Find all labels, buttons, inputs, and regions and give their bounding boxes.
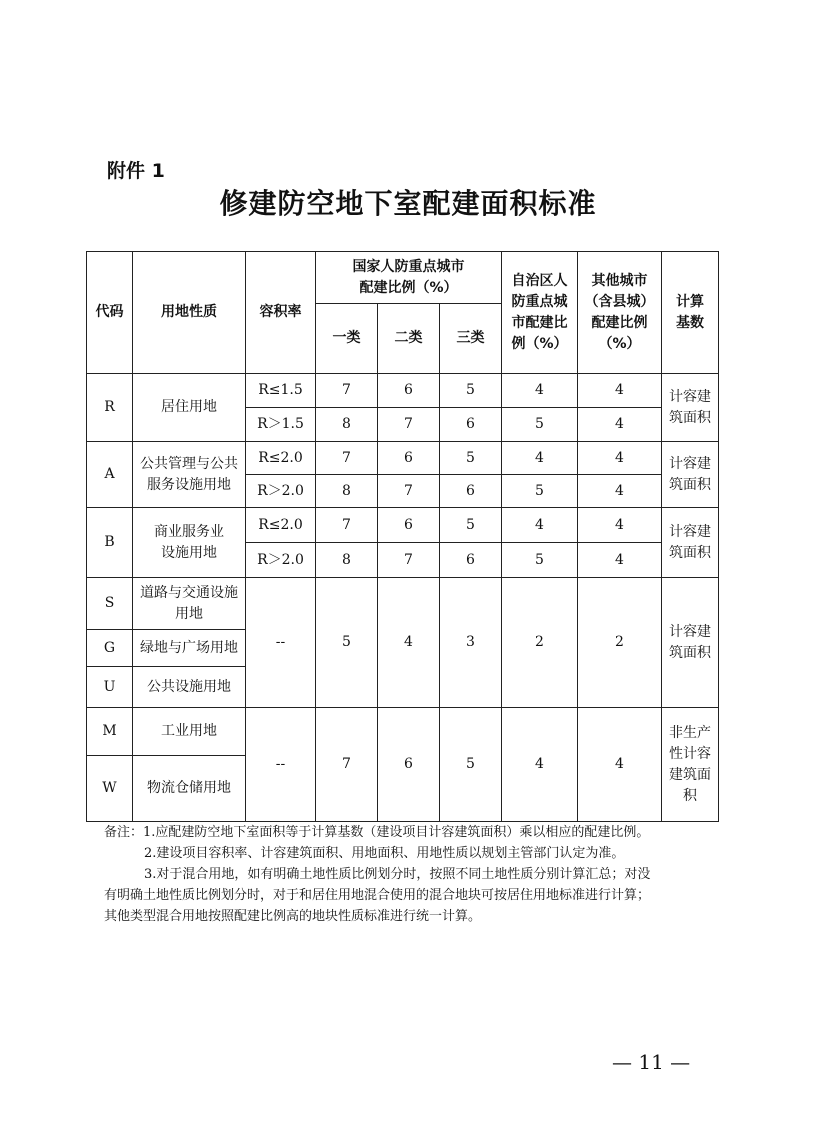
base-cell: 计容建筑面积 — [662, 508, 719, 578]
code-cell: B — [87, 508, 133, 578]
table-row — [87, 508, 719, 543]
value-cell: 4 — [578, 708, 662, 822]
value-cell: 8 — [316, 475, 378, 508]
note-3-line-2: 有明确土地性质比例划分时，对于和居住用地混合使用的混合地块可按居住用地标准进行计算； — [104, 888, 651, 903]
far-cell: R＞1.5 — [246, 408, 316, 442]
value-cell: 5 — [440, 374, 502, 408]
value-cell: 4 — [578, 374, 662, 408]
value-cell: 5 — [440, 708, 502, 822]
note-3-line-3: 其他类型混合用地按照配建比例高的地块性质标准进行统一计算。 — [104, 909, 482, 924]
notes — [104, 822, 714, 927]
value-cell: 4 — [578, 543, 662, 578]
value-cell: 6 — [378, 442, 440, 475]
value-cell: 6 — [440, 543, 502, 578]
value-cell: 6 — [440, 408, 502, 442]
note-3-line-1: 3.对于混合用地，如有明确土地性质比例划分时，按照不同土地性质分别计算汇总；对没 — [144, 867, 651, 882]
value-cell: 5 — [316, 578, 378, 708]
header-code: 代码 — [87, 252, 133, 374]
value-cell: 4 — [502, 508, 578, 543]
value-cell: 4 — [578, 508, 662, 543]
table-row — [87, 374, 719, 408]
value-cell: 5 — [440, 442, 502, 475]
value-cell: 5 — [440, 508, 502, 543]
land-cell: 物流仓储用地 — [133, 756, 246, 822]
far-cell: R≤1.5 — [246, 374, 316, 408]
value-cell: 6 — [378, 374, 440, 408]
far-cell: -- — [246, 578, 316, 708]
value-cell: 7 — [378, 475, 440, 508]
land-cell: 商业服务业设施用地 — [133, 508, 246, 578]
value-cell: 6 — [378, 508, 440, 543]
header-region: 自治区人防重点城市配建比例（%） — [502, 252, 578, 374]
value-cell: 7 — [316, 374, 378, 408]
value-cell: 6 — [440, 475, 502, 508]
base-cell: 非生产性计容建筑面积 — [662, 708, 719, 822]
value-cell: 5 — [502, 408, 578, 442]
note-2: 2.建设项目容积率、计容建筑面积、用地面积、用地性质以规划主管部门认定为准。 — [144, 846, 625, 861]
value-cell: 7 — [378, 408, 440, 442]
table-row — [87, 578, 719, 630]
value-cell: 4 — [578, 475, 662, 508]
header-base: 计算基数 — [662, 252, 719, 374]
value-cell: 4 — [578, 408, 662, 442]
value-cell: 7 — [316, 708, 378, 822]
land-cell: 公共管理与公共服务设施用地 — [133, 442, 246, 508]
base-cell: 计容建筑面积 — [662, 578, 719, 708]
code-cell: U — [87, 667, 133, 708]
land-cell: 道路与交通设施用地 — [133, 578, 246, 630]
base-cell: 计容建筑面积 — [662, 374, 719, 442]
header-class-1: 一类 — [316, 304, 378, 374]
value-cell: 4 — [502, 442, 578, 475]
header-class-2: 二类 — [378, 304, 440, 374]
value-cell: 2 — [502, 578, 578, 708]
far-cell: R＞2.0 — [246, 475, 316, 508]
land-cell: 绿地与广场用地 — [133, 630, 246, 667]
header-land: 用地性质 — [133, 252, 246, 374]
code-cell: R — [87, 374, 133, 442]
value-cell: 7 — [316, 508, 378, 543]
land-cell: 居住用地 — [133, 374, 246, 442]
value-cell: 4 — [378, 578, 440, 708]
far-cell: R≤2.0 — [246, 508, 316, 543]
land-cell: 公共设施用地 — [133, 667, 246, 708]
header-far: 容积率 — [246, 252, 316, 374]
value-cell: 4 — [578, 442, 662, 475]
header-national: 国家人防重点城市配建比例（%） — [316, 252, 502, 304]
table-row — [87, 442, 719, 475]
note-1: 备注：1.应配建防空地下室面积等于计算基数（建设项目计容建筑面积）乘以相应的配建比例。 — [104, 825, 650, 840]
value-cell: 7 — [378, 543, 440, 578]
far-cell: R≤2.0 — [246, 442, 316, 475]
base-cell: 计容建筑面积 — [662, 442, 719, 508]
code-cell: M — [87, 708, 133, 756]
far-cell: -- — [246, 708, 316, 822]
value-cell: 5 — [502, 543, 578, 578]
page-title: 修建防空地下室配建面积标准 — [219, 187, 597, 220]
value-cell: 4 — [502, 708, 578, 822]
value-cell: 3 — [440, 578, 502, 708]
annex-label: 附件 1 — [107, 160, 165, 182]
land-cell: 工业用地 — [133, 708, 246, 756]
far-cell: R＞2.0 — [246, 543, 316, 578]
standards-table — [86, 251, 719, 822]
value-cell: 6 — [378, 708, 440, 822]
code-cell: G — [87, 630, 133, 667]
page-number: — 11 — — [612, 1050, 691, 1074]
value-cell: 5 — [502, 475, 578, 508]
value-cell: 2 — [578, 578, 662, 708]
value-cell: 8 — [316, 408, 378, 442]
value-cell: 8 — [316, 543, 378, 578]
table-row — [87, 708, 719, 756]
value-cell: 4 — [502, 374, 578, 408]
header-other: 其他城市（含县城）配建比例（%） — [578, 252, 662, 374]
code-cell: S — [87, 578, 133, 630]
header-class-3: 三类 — [440, 304, 502, 374]
code-cell: A — [87, 442, 133, 508]
code-cell: W — [87, 756, 133, 822]
value-cell: 7 — [316, 442, 378, 475]
